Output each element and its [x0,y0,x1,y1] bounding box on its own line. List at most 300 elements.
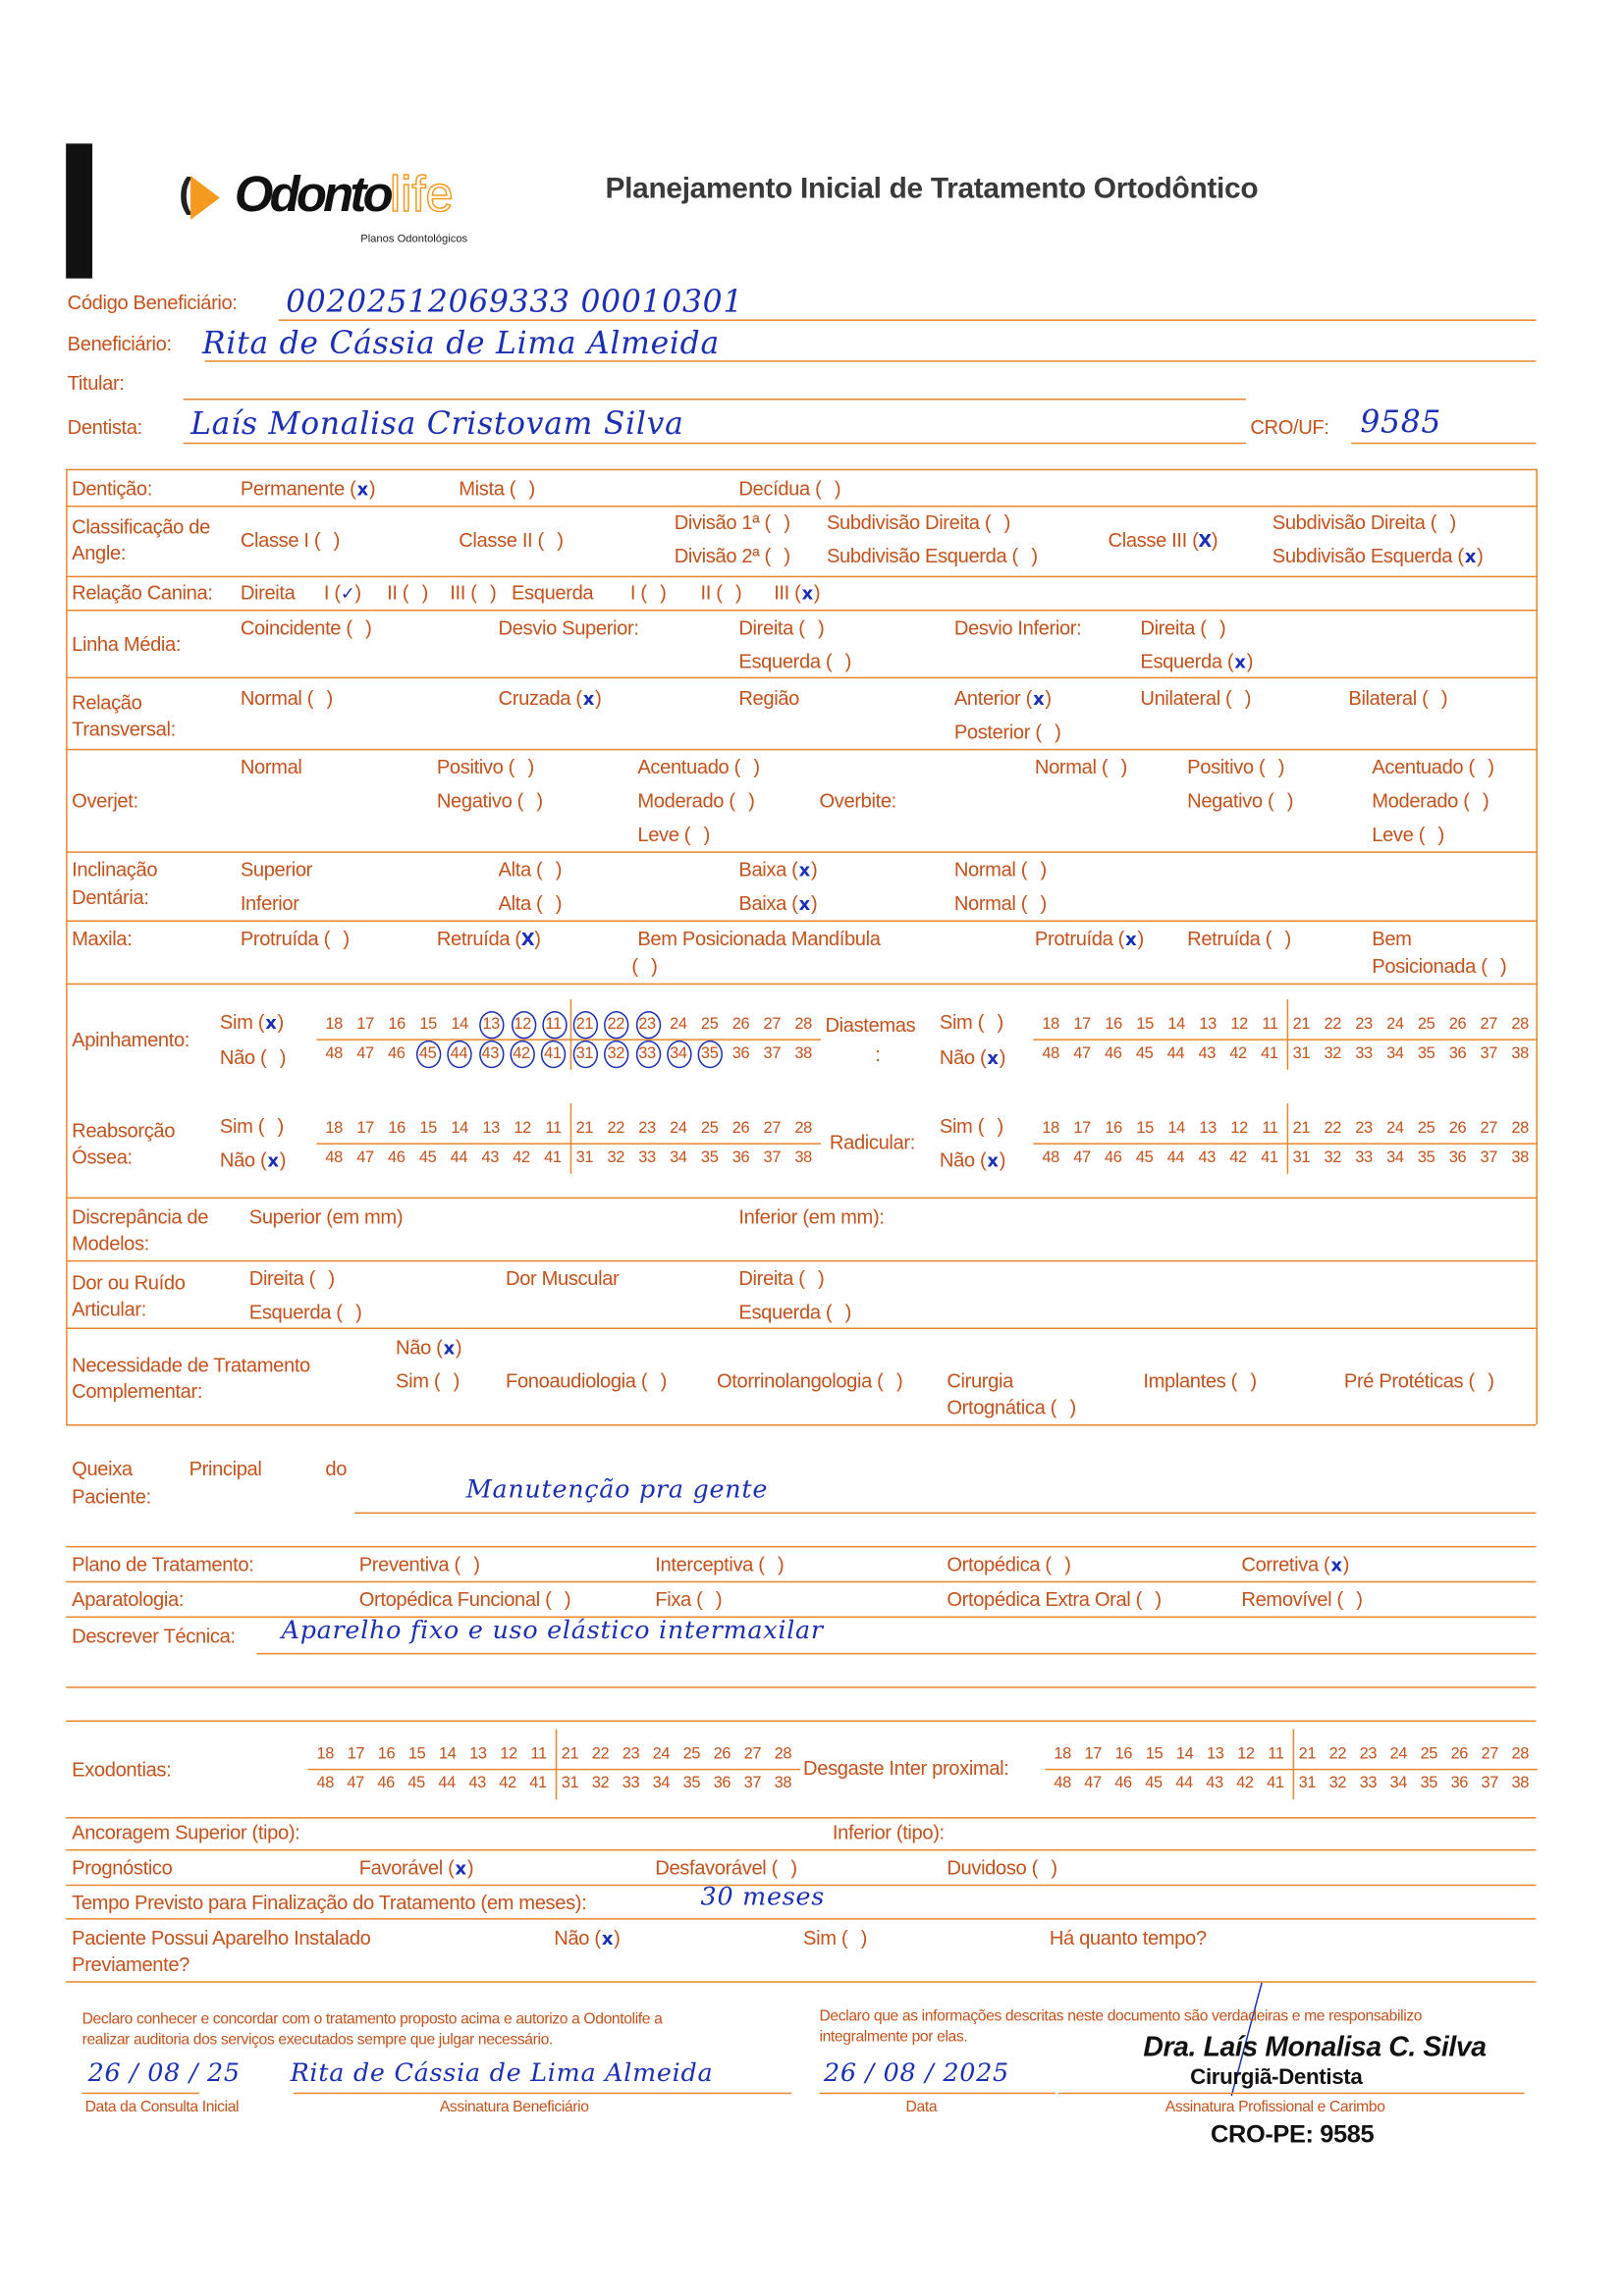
tooth-number[interactable]: 23 [622,1744,640,1763]
maxila-mand-protruida-checkbox[interactable] [1035,928,1144,951]
tooth-number[interactable]: 46 [388,1148,406,1167]
checkbox-box[interactable] [1045,1397,1075,1418]
tooth-number[interactable]: 42 [1229,1148,1247,1167]
tecnica-value-handwritten[interactable]: Aparelho fixo e uso elástico intermaxilar [281,1616,824,1646]
tooth-number[interactable]: 12 [1230,1119,1248,1138]
overjet-positivo-checkbox[interactable] [437,756,534,779]
checkbox-box[interactable] [302,687,333,709]
checkbox-box[interactable] [255,1046,286,1068]
aparelho-previo-nao-checkbox[interactable] [554,1927,620,1950]
tooth-number[interactable]: 28 [774,1744,792,1763]
tooth-number[interactable]: 32 [591,1774,610,1792]
tooth-number[interactable]: 33 [1359,1774,1378,1792]
tooth-number[interactable]: 15 [1136,1119,1154,1138]
tempo-value-handwritten[interactable]: 30 meses [700,1883,826,1913]
transversal-cruzada-checkbox[interactable] [499,687,602,711]
tooth-number[interactable]: 35 [682,1774,701,1792]
overbite-leve-checkbox[interactable] [1372,824,1444,847]
tooth-number[interactable]: 36 [713,1774,731,1792]
tooth-number[interactable]: 45 [418,1148,437,1167]
tooth-number[interactable]: 11 [1262,1015,1278,1034]
dor-esquerda-checkbox[interactable] [249,1302,362,1325]
checkbox-box[interactable] [431,1336,461,1358]
checkbox-box[interactable] [531,892,562,914]
checkbox-box[interactable] [1263,790,1293,812]
queixa-value-handwritten[interactable]: Manutenção pra gente [465,1475,769,1506]
tooth-number[interactable]: 12 [500,1744,517,1763]
tooth-number[interactable]: 17 [1073,1119,1091,1138]
tooth-number[interactable]: 14 [451,1119,468,1138]
tooth-number[interactable]: 15 [1145,1744,1164,1763]
tooth-number[interactable]: 22 [1328,1744,1347,1763]
tooth-number[interactable]: 44 [1166,1044,1185,1063]
tooth-number[interactable]: 26 [713,1744,731,1763]
tooth-number[interactable]: 46 [377,1774,395,1792]
tooth-number[interactable]: 46 [388,1044,406,1063]
checkbox-box[interactable] [972,1011,1002,1033]
checkbox-box[interactable] [821,1302,851,1323]
tooth-number[interactable]: 23 [1359,1744,1378,1763]
tooth-number[interactable]: 41 [1261,1044,1278,1063]
tooth-number[interactable]: 14 [1167,1015,1185,1034]
tooth-number[interactable]: 26 [1448,1015,1467,1034]
tooth-number[interactable]: 48 [325,1148,343,1167]
tooth-number[interactable]: 32 [607,1148,625,1167]
checkbox-box[interactable] [253,1011,284,1033]
tooth-number[interactable]: 13 [469,1744,487,1763]
tooth-number[interactable]: 17 [356,1015,374,1034]
inclinacao-sup-alta-checkbox[interactable] [499,859,563,882]
tooth-number[interactable]: 45 [407,1774,425,1792]
checkbox-box[interactable] [631,955,657,977]
checkbox-box[interactable] [1319,1553,1349,1575]
checkbox-box[interactable] [793,616,824,638]
checkbox-box[interactable] [679,824,710,845]
checkbox-box[interactable] [872,1370,902,1392]
tooth-number[interactable]: 22 [607,1119,625,1138]
tooth-number[interactable]: 45 [1135,1148,1154,1167]
tooth-number[interactable]: 25 [700,1015,719,1034]
checkbox-box[interactable] [329,582,361,604]
tooth-number[interactable]: 44 [438,1774,456,1792]
checkbox-box[interactable] [512,790,542,812]
inclinacao-sup-normal-checkbox[interactable] [954,859,1047,882]
declaracao-date2-handwritten[interactable]: 26 / 08 / 2025 [823,2058,1009,2089]
tooth-number[interactable]: 23 [638,1119,656,1138]
checkbox-box[interactable] [510,928,540,949]
tooth-number[interactable]: 48 [1054,1774,1071,1792]
tooth-number[interactable]: 16 [1105,1015,1122,1034]
tooth-number[interactable]: 45 [1145,1774,1163,1792]
apinhamento-sim-checkbox[interactable] [220,1011,284,1035]
tooth-number[interactable]: 27 [743,1744,762,1763]
checkbox-box[interactable] [975,1046,1005,1068]
tooth-number[interactable]: 26 [731,1015,750,1034]
tooth-number[interactable]: 36 [1450,1774,1469,1792]
aparatologia-removivel-checkbox[interactable] [1241,1588,1362,1612]
checkbox-box[interactable] [793,1267,824,1289]
tooth-number[interactable]: 41 [1261,1148,1278,1167]
checkbox-box[interactable] [729,756,759,777]
reabsorcao-sim-checkbox[interactable] [220,1115,284,1139]
tooth-number[interactable]: 43 [481,1148,500,1167]
tooth-number[interactable]: 42 [499,1774,516,1792]
checkbox-box[interactable] [570,687,601,709]
dor-m-direita-checkbox[interactable] [738,1267,824,1291]
checkbox-box[interactable] [1254,756,1284,777]
overjet-leve-checkbox[interactable] [637,824,710,847]
tooth-number[interactable]: 47 [1073,1148,1091,1167]
tooth-number[interactable]: 24 [1386,1119,1404,1138]
checkbox-box[interactable] [810,478,840,500]
tooth-number[interactable]: 23 [1355,1015,1373,1034]
maxila-protruida-checkbox[interactable] [241,928,350,951]
tooth-number[interactable]: 11 [530,1744,547,1763]
tooth-number[interactable]: 17 [356,1119,374,1138]
aparatologia-funcional-checkbox[interactable] [359,1588,570,1612]
necessidade-pre-proteticas-checkbox[interactable] [1344,1370,1494,1394]
angle-sub-dir-3-checkbox[interactable] [1272,511,1456,535]
tooth-number[interactable]: 43 [1206,1774,1223,1792]
tooth-number[interactable]: 23 [638,1015,656,1034]
tooth-number[interactable]: 34 [652,1774,671,1792]
checkbox-box[interactable] [1040,1553,1070,1575]
tooth-number[interactable]: 16 [377,1744,396,1763]
checkbox-box[interactable] [1452,545,1483,566]
tooth-number[interactable]: 27 [1480,1119,1498,1138]
necessidade-otorrino-checkbox[interactable] [717,1370,902,1394]
tooth-number[interactable]: 46 [1114,1774,1132,1792]
checkbox-box[interactable] [972,1115,1002,1137]
checkbox-box[interactable] [789,582,820,604]
checkbox-box[interactable] [429,1370,460,1392]
checkbox-box[interactable] [1112,928,1143,949]
tooth-number[interactable]: 28 [1511,1015,1529,1034]
denticao-mista-checkbox[interactable] [459,478,535,502]
tooth-number[interactable]: 34 [1386,1148,1404,1167]
tooth-number[interactable]: 27 [1480,1015,1498,1034]
checkbox-box[interactable] [1006,545,1037,566]
checkbox-box[interactable] [1222,651,1253,672]
tooth-number[interactable]: 21 [575,1015,594,1034]
tooth-number[interactable]: 18 [325,1119,343,1138]
angle-div2-checkbox[interactable] [675,545,790,568]
reabsorcao-nao-checkbox[interactable] [220,1148,286,1172]
tooth-number[interactable]: 42 [1229,1044,1247,1063]
tooth-number[interactable]: 24 [670,1119,687,1138]
tooth-number[interactable]: 28 [1511,1119,1529,1138]
maxila-mand-bem-pos-checkbox[interactable] [1372,955,1506,979]
checkbox-box[interactable] [759,545,789,566]
denticao-decidua-checkbox[interactable] [738,478,840,502]
checkbox-box[interactable] [1331,1588,1362,1610]
declaracao-date1-handwritten[interactable]: 26 / 08 / 25 [87,2058,241,2089]
checkbox-box[interactable] [1417,687,1447,709]
tooth-number[interactable]: 13 [1207,1744,1224,1763]
overbite-normal-checkbox[interactable] [1035,756,1127,779]
plano-interceptiva-checkbox[interactable] [655,1553,784,1576]
checkbox-box[interactable] [1425,511,1455,533]
tooth-number[interactable]: 13 [1199,1015,1217,1034]
checkbox-box[interactable] [341,616,371,638]
maxila-mand-retruida-checkbox[interactable] [1187,928,1291,951]
tooth-number[interactable]: 18 [316,1744,334,1763]
tooth-number[interactable]: 38 [774,1774,792,1792]
prognostico-desfavoravel-checkbox[interactable] [655,1856,796,1880]
checkbox-box[interactable] [255,1148,286,1170]
aparatologia-extra-oral-checkbox[interactable] [947,1588,1161,1612]
linha-media-sup-esq-checkbox[interactable] [738,651,851,674]
tooth-number[interactable]: 31 [575,1148,594,1167]
declaracao-signature-handwritten[interactable]: Rita de Cássia de Lima Almeida [290,2058,714,2089]
tooth-number[interactable]: 44 [1166,1148,1185,1167]
prognostico-duvidoso-checkbox[interactable] [947,1856,1056,1880]
tooth-number[interactable]: 38 [1511,1044,1529,1063]
tooth-number[interactable]: 45 [418,1044,437,1063]
tooth-number[interactable]: 35 [700,1148,719,1167]
tooth-number[interactable]: 48 [1042,1044,1059,1063]
tooth-number[interactable]: 33 [622,1774,640,1792]
tooth-number[interactable]: 48 [325,1044,343,1063]
tooth-number[interactable]: 27 [763,1119,782,1138]
tooth-number[interactable]: 24 [1386,1015,1404,1034]
tooth-number[interactable]: 45 [1135,1044,1154,1063]
checkbox-box[interactable] [635,582,666,604]
tooth-number[interactable]: 36 [731,1148,750,1167]
checkbox-box[interactable] [821,651,851,672]
checkbox-box[interactable] [449,1553,479,1575]
tooth-number[interactable]: 37 [1480,1148,1498,1167]
tooth-number[interactable]: 12 [1237,1744,1255,1763]
inclinacao-inf-normal-checkbox[interactable] [954,892,1047,916]
tooth-number[interactable]: 36 [1448,1148,1467,1167]
tooth-number[interactable]: 31 [561,1774,579,1792]
tooth-number[interactable]: 41 [529,1774,547,1792]
tooth-number[interactable]: 16 [1114,1744,1133,1763]
tooth-number[interactable]: 31 [575,1044,594,1063]
tooth-number[interactable]: 11 [545,1015,562,1034]
tooth-number[interactable]: 12 [514,1015,531,1034]
checkbox-box[interactable] [532,529,563,551]
tooth-number[interactable]: 25 [1417,1119,1435,1138]
tooth-number[interactable]: 15 [407,1744,426,1763]
tooth-number[interactable]: 38 [794,1044,812,1063]
aparatologia-fixa-checkbox[interactable] [655,1588,722,1612]
denticao-permanente-checkbox[interactable] [241,478,375,502]
necessidade-implantes-checkbox[interactable] [1143,1370,1256,1394]
tooth-number[interactable]: 48 [1042,1148,1059,1167]
linha-media-inf-esq-checkbox[interactable] [1140,651,1253,674]
tooth-number[interactable]: 24 [670,1015,687,1034]
tooth-number[interactable]: 32 [1324,1148,1342,1167]
necessidade-nao-checkbox[interactable] [396,1336,461,1360]
plano-preventiva-checkbox[interactable] [359,1553,480,1576]
tooth-number[interactable]: 42 [1236,1774,1254,1792]
tooth-number[interactable]: 12 [1230,1015,1248,1034]
tooth-number[interactable]: 26 [1450,1744,1469,1763]
necessidade-sim-checkbox[interactable] [396,1370,460,1394]
checkbox-box[interactable] [1458,790,1489,812]
tooth-number[interactable]: 47 [356,1044,374,1063]
tooth-number[interactable]: 13 [482,1015,500,1034]
tooth-number[interactable]: 26 [731,1119,750,1138]
tooth-number[interactable]: 37 [763,1044,782,1063]
checkbox-box[interactable] [1476,955,1506,977]
maxila-bem-pos-box-checkbox[interactable] [631,955,657,979]
tooth-number[interactable]: 47 [347,1774,364,1792]
checkbox-box[interactable] [589,1927,620,1949]
canina-d1-checkbox[interactable] [324,582,361,606]
checkbox-box[interactable] [691,1588,722,1610]
tooth-number[interactable]: 33 [638,1148,656,1167]
angle-classe2-checkbox[interactable] [459,529,563,553]
tooth-number[interactable]: 44 [450,1148,468,1167]
checkbox-box[interactable] [253,1115,284,1137]
checkbox-box[interactable] [766,1856,796,1878]
tooth-number[interactable]: 16 [1105,1119,1122,1138]
tooth-number[interactable]: 17 [1073,1015,1091,1034]
tooth-number[interactable]: 24 [652,1744,671,1763]
checkbox-box[interactable] [540,1588,570,1610]
checkbox-box[interactable] [786,859,817,881]
tooth-number[interactable]: 34 [1389,1774,1408,1792]
checkbox-box[interactable] [1130,1588,1161,1610]
tooth-number[interactable]: 43 [1198,1044,1216,1063]
tooth-number[interactable]: 38 [1511,1774,1529,1792]
tooth-number[interactable]: 46 [1105,1148,1122,1167]
tooth-number[interactable]: 48 [316,1774,334,1792]
tooth-number[interactable]: 31 [1292,1148,1311,1167]
tooth-number[interactable]: 47 [1073,1044,1091,1063]
tooth-number[interactable]: 33 [1355,1148,1373,1167]
tooth-number[interactable]: 46 [1105,1044,1122,1063]
tooth-number[interactable]: 21 [1292,1015,1311,1034]
tooth-number[interactable]: 25 [1417,1015,1435,1034]
canina-e2-checkbox[interactable] [701,582,742,606]
tooth-number[interactable]: 36 [731,1044,750,1063]
checkbox-box[interactable] [318,928,349,949]
tooth-number[interactable]: 22 [607,1015,625,1034]
checkbox-box[interactable] [1220,687,1251,709]
tooth-number[interactable]: 21 [561,1744,579,1763]
tooth-number[interactable]: 47 [1084,1774,1102,1792]
aparelho-previo-sim-checkbox[interactable] [803,1927,867,1950]
patient-cro-value-handwritten[interactable]: 9585 [1360,404,1442,440]
tooth-number[interactable]: 22 [591,1744,610,1763]
tooth-number[interactable]: 16 [388,1119,406,1138]
transversal-anterior-checkbox[interactable] [954,687,1052,711]
tooth-number[interactable]: 35 [700,1044,719,1063]
checkbox-box[interactable] [1016,892,1047,914]
overbite-acentuado-checkbox[interactable] [1372,756,1493,779]
patient-dentista-value-handwritten[interactable]: Laís Monalisa Cristovam Silva [190,405,684,442]
tooth-number[interactable]: 16 [388,1015,406,1034]
tooth-number[interactable]: 14 [1175,1744,1194,1763]
checkbox-box[interactable] [1026,1856,1056,1878]
tooth-number[interactable]: 17 [347,1744,365,1763]
tooth-number[interactable]: 37 [763,1148,782,1167]
checkbox-box[interactable] [443,1856,473,1878]
overjet-negativo-checkbox[interactable] [437,790,543,814]
tooth-number[interactable]: 25 [1420,1744,1438,1763]
overbite-moderado-checkbox[interactable] [1372,790,1489,814]
checkbox-box[interactable] [465,582,496,604]
checkbox-box[interactable] [837,1927,867,1949]
checkbox-box[interactable] [331,1302,361,1323]
patient-beneficiario-value-handwritten[interactable]: Rita de Cássia de Lima Almeida [202,325,720,361]
tooth-number[interactable]: 24 [1389,1744,1408,1763]
tooth-number[interactable]: 43 [481,1044,500,1063]
tooth-number[interactable]: 47 [356,1148,374,1167]
overbite-negativo-checkbox[interactable] [1187,790,1293,814]
tooth-number[interactable]: 38 [794,1148,812,1167]
tooth-number[interactable]: 44 [1175,1774,1193,1792]
checkbox-box[interactable] [398,582,428,604]
transversal-unilateral-checkbox[interactable] [1140,687,1251,711]
tooth-number[interactable]: 43 [468,1774,486,1792]
tooth-number[interactable]: 21 [1292,1119,1311,1138]
checkbox-box[interactable] [1016,859,1047,881]
tooth-number[interactable]: 42 [513,1148,530,1167]
radicular-nao-checkbox[interactable] [940,1148,1005,1172]
tooth-number[interactable]: 18 [1042,1015,1059,1034]
checkbox-box[interactable] [753,1553,784,1575]
canina-e3-checkbox[interactable] [774,582,820,606]
tooth-number[interactable]: 18 [1054,1744,1071,1763]
angle-classe1-checkbox[interactable] [241,529,340,553]
checkbox-box[interactable] [711,582,741,604]
tooth-number[interactable]: 22 [1324,1015,1342,1034]
tooth-number[interactable]: 37 [1481,1774,1499,1792]
tooth-number[interactable]: 11 [545,1119,562,1138]
checkbox-box[interactable] [505,478,535,500]
checkbox-box[interactable] [786,892,817,914]
tooth-number[interactable]: 32 [1324,1044,1342,1063]
necessidade-fono-checkbox[interactable] [506,1370,667,1394]
checkbox-box[interactable] [980,511,1010,533]
tooth-number[interactable]: 14 [439,1744,457,1763]
linha-media-sup-dir-checkbox[interactable] [738,616,824,640]
tooth-number[interactable]: 36 [1448,1044,1467,1063]
angle-classe3-checkbox[interactable] [1109,529,1218,553]
transversal-normal-checkbox[interactable] [241,687,333,711]
inclinacao-inf-baixa-checkbox[interactable] [738,892,817,916]
tooth-number[interactable]: 41 [544,1148,562,1167]
necessidade-ortognatica-checkbox[interactable] [947,1397,1075,1420]
checkbox-box[interactable] [1030,721,1060,742]
tooth-number[interactable]: 38 [1511,1148,1529,1167]
tooth-number[interactable]: 35 [1417,1148,1435,1167]
canina-d2-checkbox[interactable] [387,582,428,606]
diastemas-sim-checkbox[interactable] [940,1011,1003,1035]
inclinacao-inf-alta-checkbox[interactable] [499,892,563,916]
overbite-positivo-checkbox[interactable] [1187,756,1284,779]
tooth-number[interactable]: 43 [1198,1148,1216,1167]
tooth-number[interactable]: 22 [1324,1119,1342,1138]
tooth-number[interactable]: 44 [450,1044,468,1063]
angle-sub-esq-2-checkbox[interactable] [827,545,1038,568]
tooth-number[interactable]: 34 [670,1044,687,1063]
tooth-number[interactable]: 34 [670,1148,687,1167]
tooth-number[interactable]: 15 [419,1119,437,1138]
tooth-number[interactable]: 21 [575,1119,594,1138]
tooth-number[interactable]: 35 [1420,1774,1438,1792]
tooth-number[interactable]: 18 [325,1015,343,1034]
prognostico-favoravel-checkbox[interactable] [359,1856,473,1880]
tooth-number[interactable]: 13 [482,1119,500,1138]
checkbox-box[interactable] [1097,756,1127,777]
tooth-number[interactable]: 28 [1511,1744,1529,1763]
